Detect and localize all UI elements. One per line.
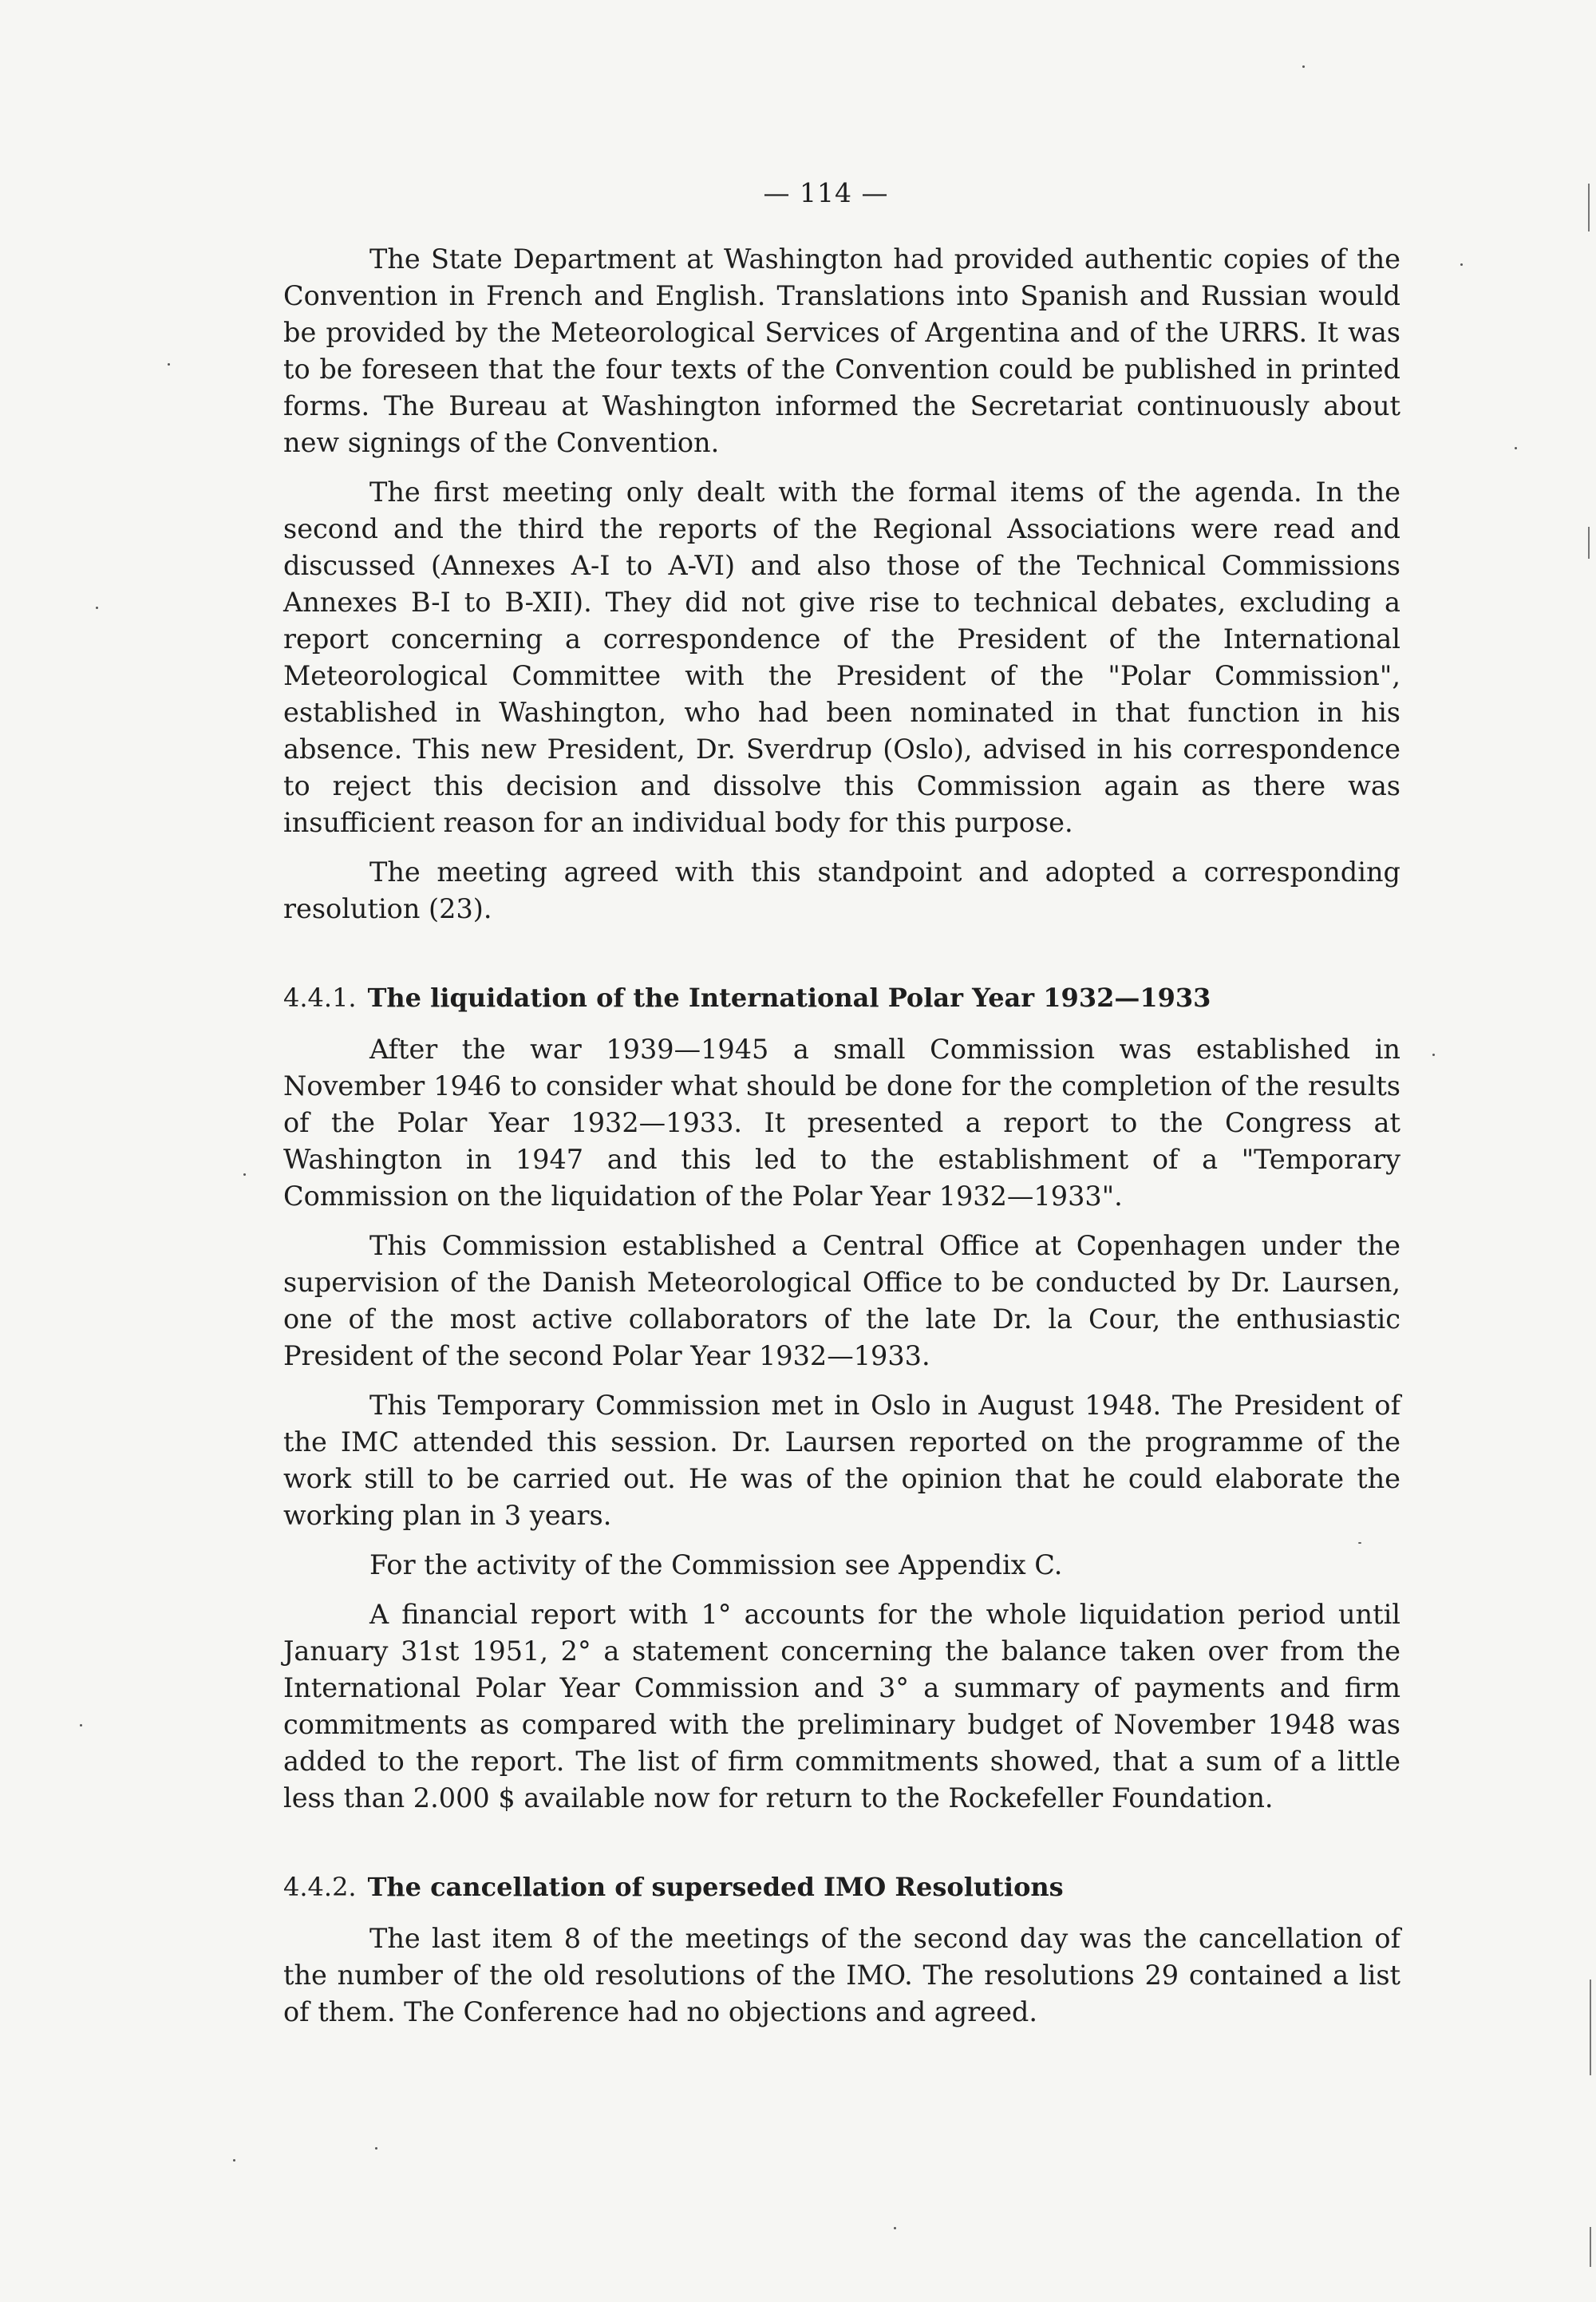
page-number: — 114 —: [763, 177, 889, 208]
section-number: 4.4.2.: [283, 1872, 357, 1902]
body-text: [283, 241, 1400, 2043]
scan-speck: [168, 363, 170, 366]
scan-edge-mark: [1590, 1980, 1591, 2075]
paragraph-after-war: After the war 1939—1945 a small Commission was established in November 1946 to consider what should be done for the completion of the results of the Polar Year 1932—1933. It presented a report to the Congress at Washington in 1947 and this led to the establishment of a "Temporary Commission on the liquidation of the Polar Year 1932—1933".: [283, 1034, 1400, 1212]
scan-speck: [80, 1724, 82, 1726]
scan-edge-mark: [1590, 2227, 1591, 2267]
scan-speck: [1515, 447, 1517, 449]
scan-edge-mark: [1588, 527, 1590, 559]
paragraph-central-office: This Commission established a Central Office at Copenhagen under the supervision of the Danish Meteorological Office to be conducted by Dr. Laursen, one of the most active collaborators of the late Dr. la Cour, the enthusiastic President of the second Polar Year 1932—1933.: [283, 1230, 1400, 1371]
scan-speck: [894, 2227, 896, 2229]
scan-speck: [1460, 263, 1463, 266]
section-number: 4.4.1.: [283, 983, 357, 1013]
paragraph-financial-report: A financial report with 1° accounts for the whole liquidation period until January 31st 1951, 2° a statement concerning the balance taken over from the International Polar Year Commission and 3° a summary of payments and firm commitments as compared with the preliminary budget of November 1948 was added to the report. The list of firm commitments showed, that a sum of a little less than 2.000 $ available now for return to the Rockefeller Foundation.: [283, 1599, 1400, 1814]
paragraph-appendix-reference: For the activity of the Commission see Appendix C.: [369, 1549, 1063, 1580]
section-title: The cancellation of superseded IMO Resolutions: [367, 1872, 1064, 1902]
paragraph-last-item: The last item 8 of the meetings of the second day was the cancellation of the number of the old resolutions of the IMO. The resolutions 29 contained a list of them. The Conference had no objections and agreed.: [283, 1923, 1400, 2027]
section-heading-cancellation: [283, 1869, 1400, 1904]
paragraph-convention-copies: The State Department at Washington had provided authentic copies of the Convention in French and English. Translations into Spanish and Russian would be provided by the Meteorological Services of Argentina and of the URRS. It was to be foreseen that the four texts of the Convention could be published in printed forms. The Bureau at Washington informed the Secretariat continuously about new signings of the Convention.: [283, 243, 1400, 458]
section-heading-polar-year: [283, 980, 1400, 1015]
scan-speck: [1358, 1542, 1361, 1544]
scan-speck: [1302, 65, 1305, 68]
section-title: The liquidation of the International Polar Year 1932—1933: [367, 983, 1211, 1013]
scan-speck: [243, 1173, 246, 1176]
scan-edge-mark: [1588, 184, 1590, 231]
scan-speck: [233, 2159, 235, 2162]
scan-speck: [1432, 1054, 1435, 1056]
paragraph-oslo-meeting: This Temporary Commission met in Oslo in August 1948. The President of the IMC attended this session. Dr. Laursen reported on the programme of the work still to be carried out. He was of the opinion that he could elaborate the working plan in 3 years.: [283, 1390, 1400, 1531]
scan-speck: [96, 607, 98, 609]
paragraph-meeting-agreed: The meeting agreed with this standpoint and adopted a corresponding resolution (23).: [283, 856, 1400, 924]
paragraph-first-meeting: The first meeting only dealt with the formal items of the agenda. In the second and the third the reports of the Regional Associations were read and discussed (Annexes A-I to A-VI) and also those of the Technical Commissions Annexes B-I to B-XII). They did not give rise to technical debates, excluding a report concerning a correspondence of the President of the International Meteorological Committee with the President of the "Polar Commission", established in Washington, who had been nominated in that function in his absence. This new President, Dr. Sverdrup (Oslo), advised in his correspondence to reject this decision and dissolve this Commission again as there was insufficient reason for an individual body for this purpose.: [283, 477, 1400, 838]
scan-speck: [375, 2147, 377, 2150]
